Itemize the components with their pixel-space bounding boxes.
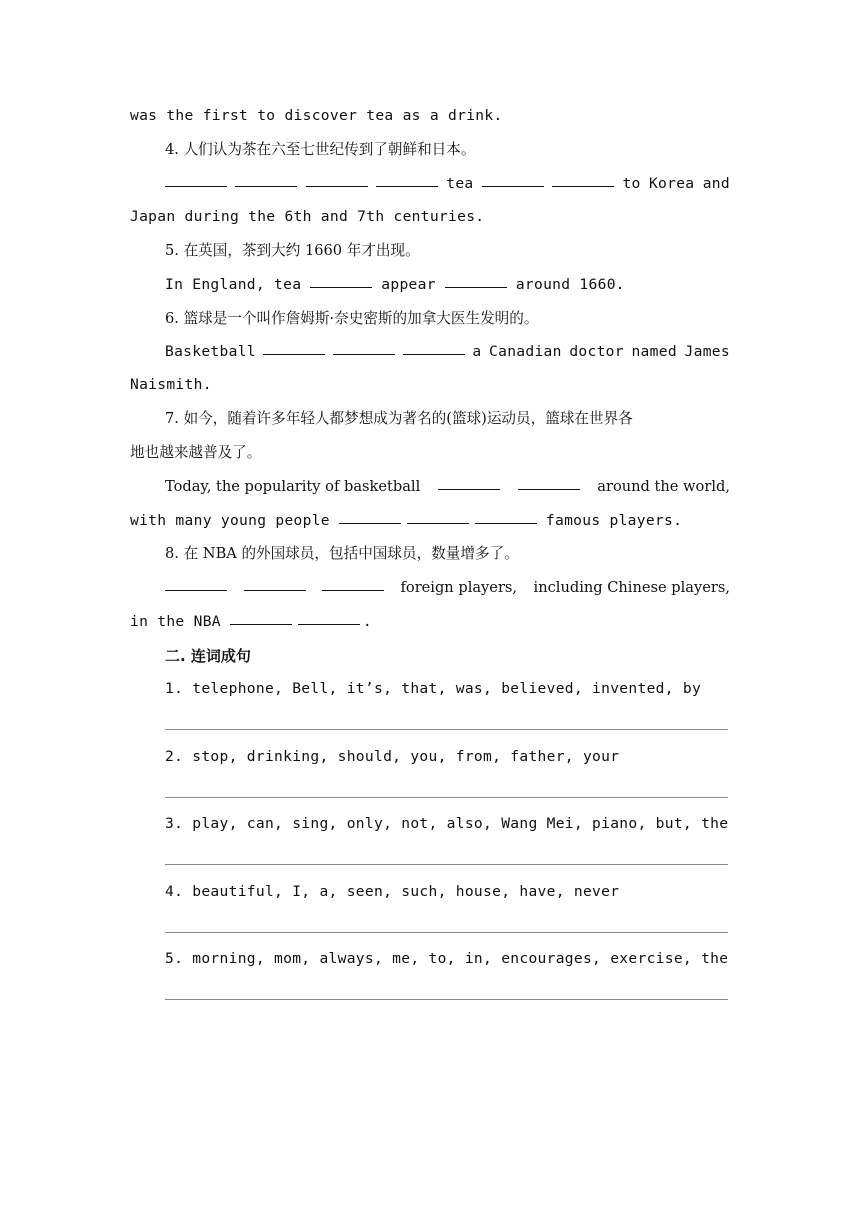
q6-prompt: 6. 篮球是一个叫作詹姆斯·奈史密斯的加拿大医生发明的。 (165, 310, 539, 327)
scramble-item-3: 3. play, can, sing, only, not, also, Wang Mei, piano, but, the (165, 815, 729, 832)
blank[interactable] (407, 522, 469, 524)
answer-line-3[interactable] (165, 864, 728, 865)
q8-continuation (130, 611, 730, 633)
q7-answer-line (165, 476, 730, 498)
blank[interactable] (339, 522, 401, 524)
q7-text: around the world, (597, 478, 730, 495)
q6-word: James (684, 343, 730, 360)
q7-prompt-line2: 地也越来越普及了。 (130, 444, 262, 461)
q4-word: Korea (648, 175, 695, 192)
q4-word: tea (446, 175, 474, 192)
q6-answer-line (165, 341, 730, 363)
q5-prompt: 5. 在英国，茶到大约 1660 年才出现。 (165, 242, 420, 259)
blank[interactable] (165, 589, 227, 591)
scramble-item-1: 1. telephone, Bell, it’s, that, was, believed, invented, by (165, 680, 702, 697)
q6-word: a (472, 343, 482, 360)
answer-line-5[interactable] (165, 999, 728, 1000)
answer-line-1[interactable] (165, 729, 728, 730)
q8-text: . (362, 613, 372, 630)
q6-word: doctor (569, 343, 624, 360)
blank[interactable] (333, 353, 395, 355)
scramble-item-4: 4. beautiful, I, a, seen, such, house, have, never (165, 883, 620, 900)
blank[interactable] (165, 185, 227, 187)
scramble-item-2: 2. stop, drinking, should, you, from, father, your (165, 748, 620, 765)
blank[interactable] (518, 488, 580, 490)
q5-text: In England, tea (165, 276, 302, 293)
q3-continuation: was the first to discover tea as a drink. (130, 107, 503, 124)
blank[interactable] (403, 353, 465, 355)
q6-word: named (631, 343, 677, 360)
q7-text: Today, the popularity of basketball (165, 478, 421, 495)
q6-word: Basketball (165, 343, 256, 360)
blank[interactable] (298, 623, 360, 625)
q8-text: including Chinese players, (533, 579, 730, 596)
q7-text: with many young people (130, 512, 330, 529)
q7-text: famous players. (545, 512, 683, 529)
blank[interactable] (306, 185, 368, 187)
blank[interactable] (322, 589, 384, 591)
q6-word: Canadian (489, 343, 562, 360)
q7-continuation (130, 510, 730, 532)
q4-word: to (622, 175, 641, 192)
q8-prompt: 8. 在 NBA 的外国球员，包括中国球员，数量增多了。 (165, 545, 519, 562)
q4-prompt: 4. 人们认为茶在六至七世纪传到了朝鲜和日本。 (165, 141, 476, 158)
q8-text: foreign players, (400, 579, 518, 596)
answer-line-2[interactable] (165, 797, 728, 798)
blank[interactable] (263, 353, 325, 355)
q4-answer-line (165, 173, 730, 195)
q5-answer-line (165, 274, 730, 296)
blank[interactable] (482, 185, 544, 187)
q8-answer-line (165, 577, 730, 599)
blank[interactable] (376, 185, 438, 187)
q4-word: and (702, 175, 730, 192)
blank[interactable] (445, 286, 507, 288)
blank[interactable] (552, 185, 614, 187)
blank[interactable] (475, 522, 537, 524)
section-heading: 二. 连词成句 (165, 647, 251, 665)
q6-continuation: Naismith. (130, 376, 212, 393)
blank[interactable] (230, 623, 292, 625)
q8-text: in the NBA (130, 613, 221, 630)
blank[interactable] (235, 185, 297, 187)
blank[interactable] (438, 488, 500, 490)
answer-line-4[interactable] (165, 932, 728, 933)
blank[interactable] (244, 589, 306, 591)
q5-text: appear (381, 276, 436, 293)
scramble-item-5: 5. morning, mom, always, me, to, in, encourages, exercise, the (165, 950, 729, 967)
q4-continuation: Japan during the 6th and 7th centuries. (130, 208, 485, 225)
q7-prompt-line1: 7. 如今，随着许多年轻人都梦想成为著名的(篮球)运动员，篮球在世界各 (165, 410, 633, 427)
blank[interactable] (310, 286, 372, 288)
q5-text: around 1660. (515, 276, 625, 293)
